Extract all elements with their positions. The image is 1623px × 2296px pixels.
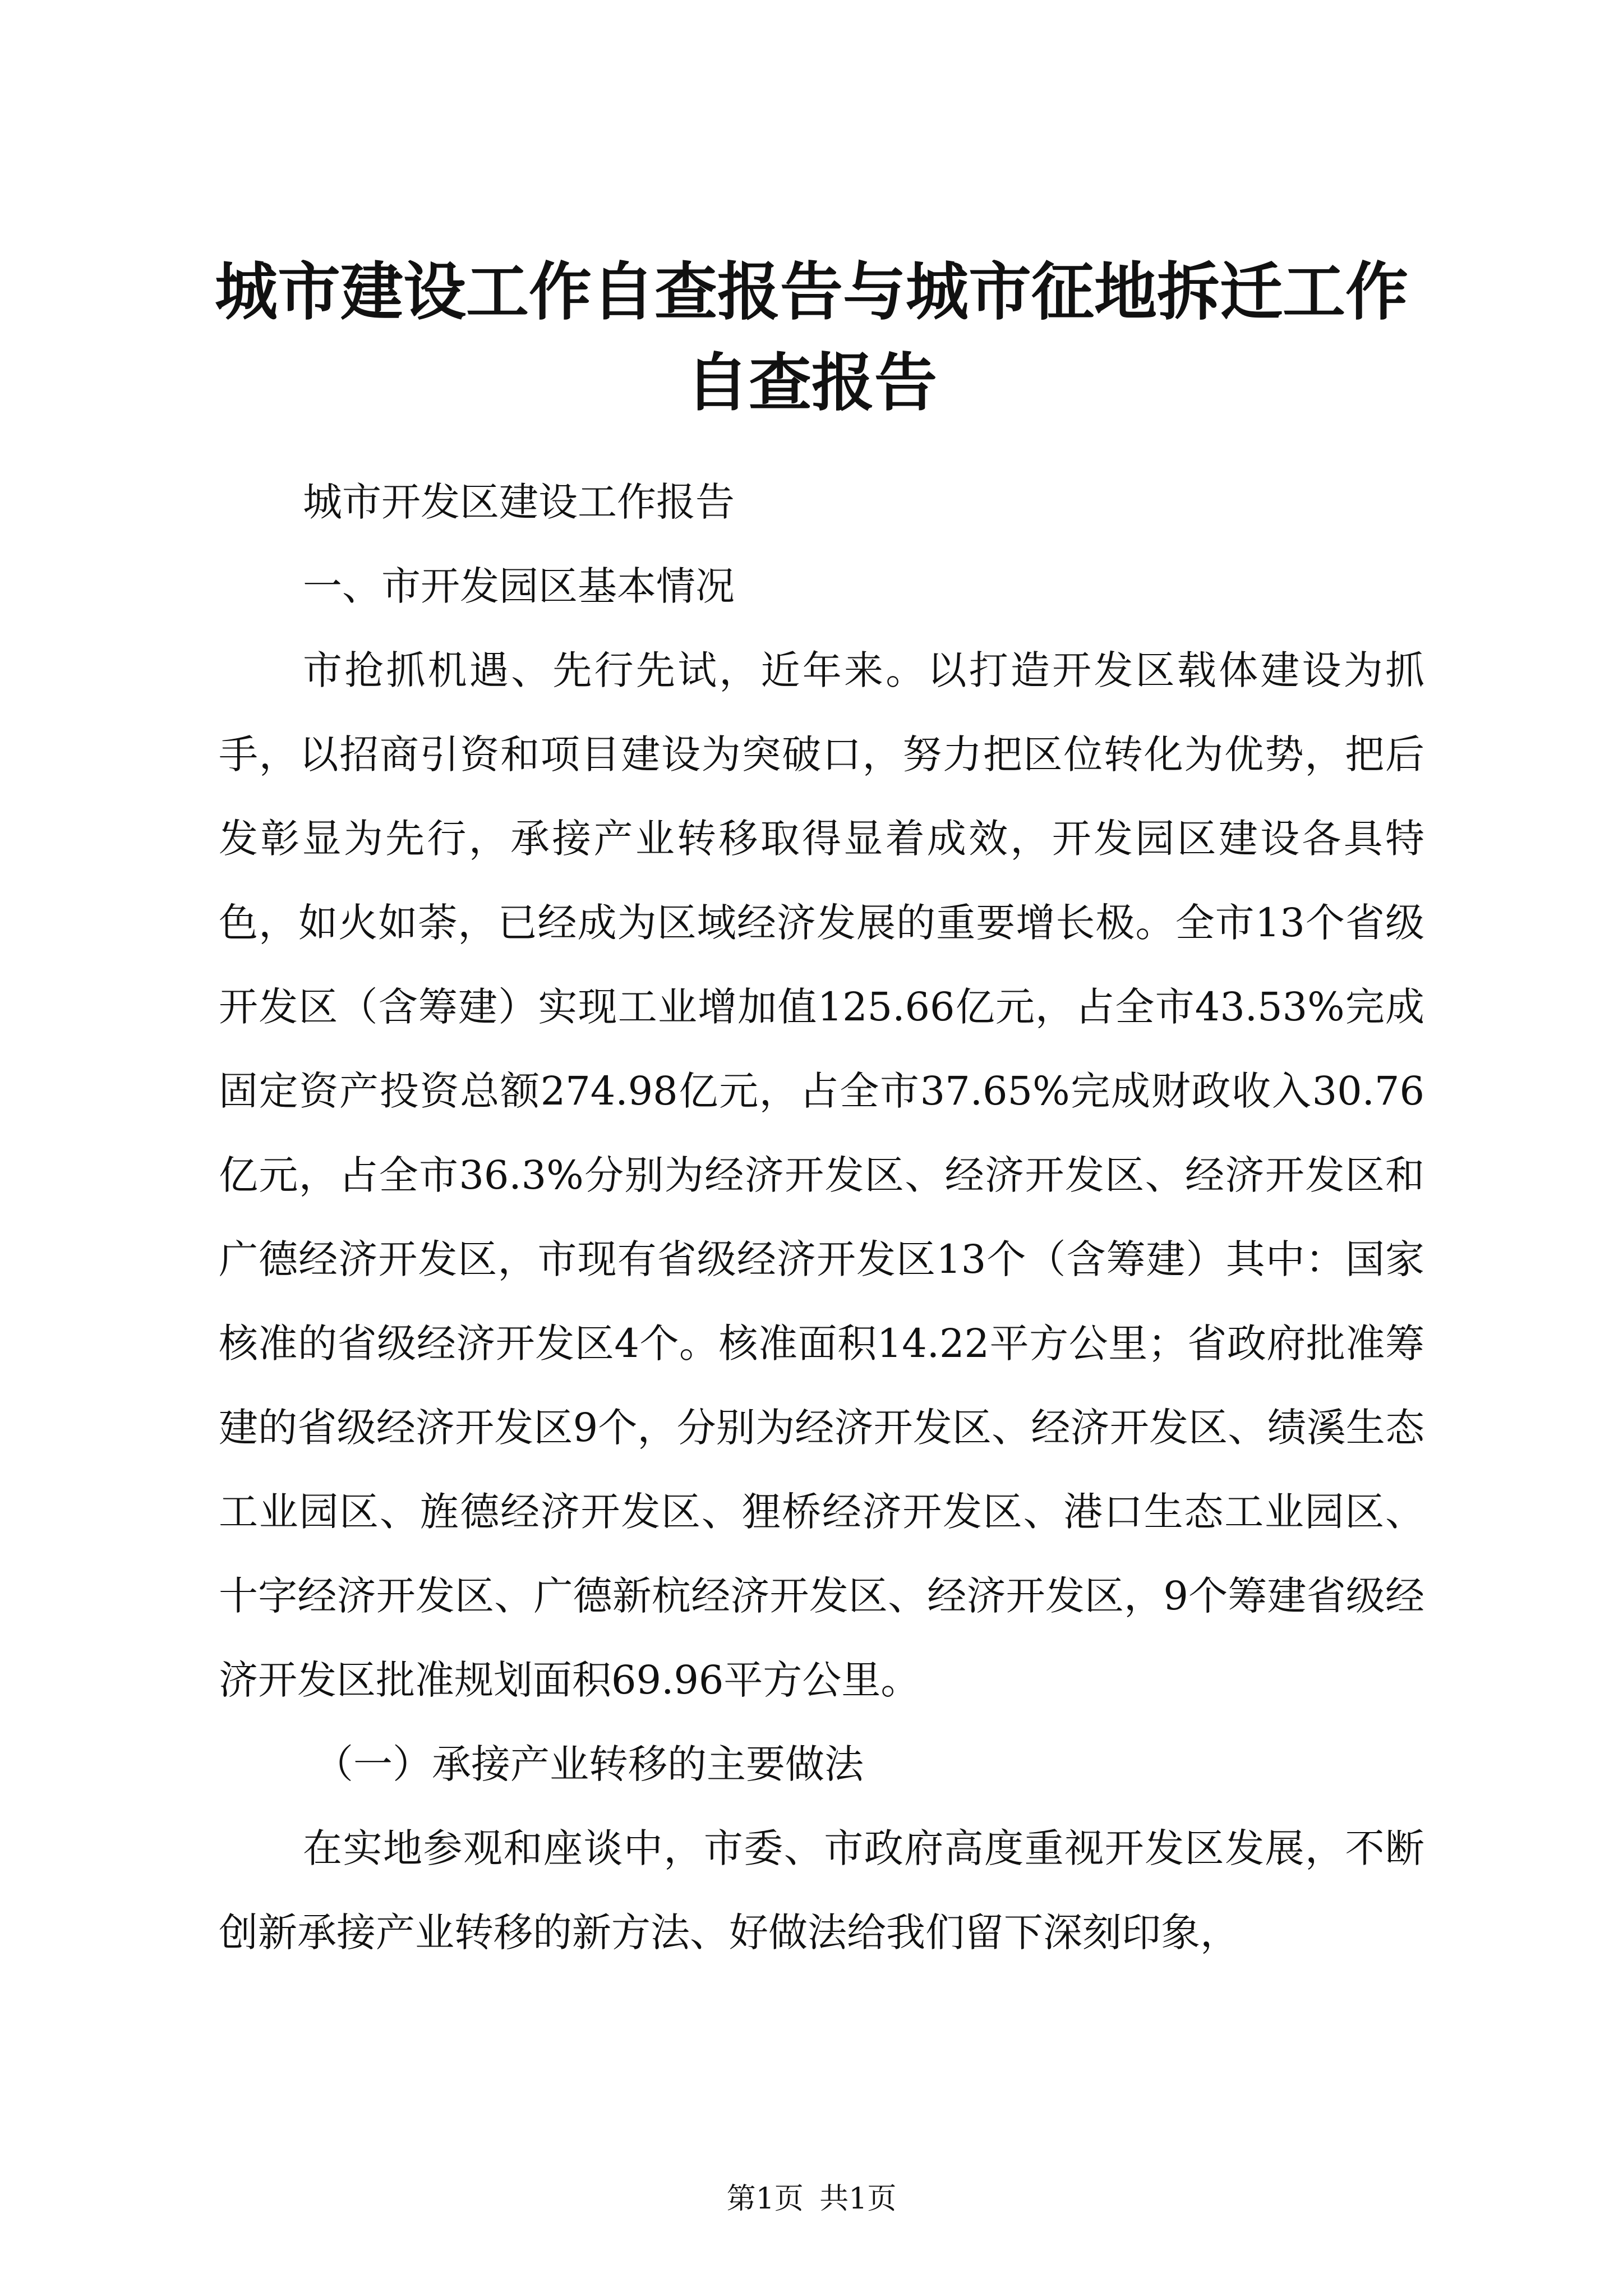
subsection-heading: （一）承接产业转移的主要做法 bbox=[314, 1741, 864, 1787]
body-paragraph: 市抢抓机遇、先行先试，近年来。以打造开发区载体建设为抓手，以招商引资和项目建设为突破口，努力把区位转化为优势，把后发彰显为先行，承接产业转移取得显着成效，开发园区建设各具特色，如火如荼，已经成为区域经济发展的重要增长极。全市13个省级开发区（含筹建）实现工业增加值125.66亿元，占全市43.53%完成固定资产投资总额274.98亿元，占全市37.65%完成财政收入30.76亿元，占全市36.3%分别为经济开发区、经济开发区、经济开发区和广德经济开发区，市现有省级经济开发区13个（含筹建）其中：国家核准的省级经济开发区4个。核准面积14.22平方公里；省政府批准筹建的省级经济开发区9个，分别为经济开发区、经济开发区、绩溪生态工业园区、旌德经济开发区、狸桥经济开发区、港口生态工业园区、十字经济开发区、广德新杭经济开发区、经济开发区，9个筹建省级经济开发区批准规划面积69.96平方公里。 bbox=[219, 647, 1424, 1703]
document-title: 城市建设工作自查报告与城市征地拆迁工作自查报告 bbox=[215, 255, 1408, 420]
report-subtitle: 城市开发区建设工作报告 bbox=[303, 479, 735, 525]
body-paragraph: 在实地参观和座谈中，市委、市政府高度重视开发区发展，不断创新承接产业转移的新方法、好做法给我们留下深刻印象， bbox=[219, 1825, 1424, 1955]
page-number: 第1页 bbox=[726, 2182, 804, 2216]
page-footer bbox=[0, 2179, 1623, 2219]
page-total: 共1页 bbox=[819, 2182, 897, 2216]
section-heading: 一、市开发园区基本情况 bbox=[303, 563, 735, 609]
document-body bbox=[219, 460, 1424, 1975]
